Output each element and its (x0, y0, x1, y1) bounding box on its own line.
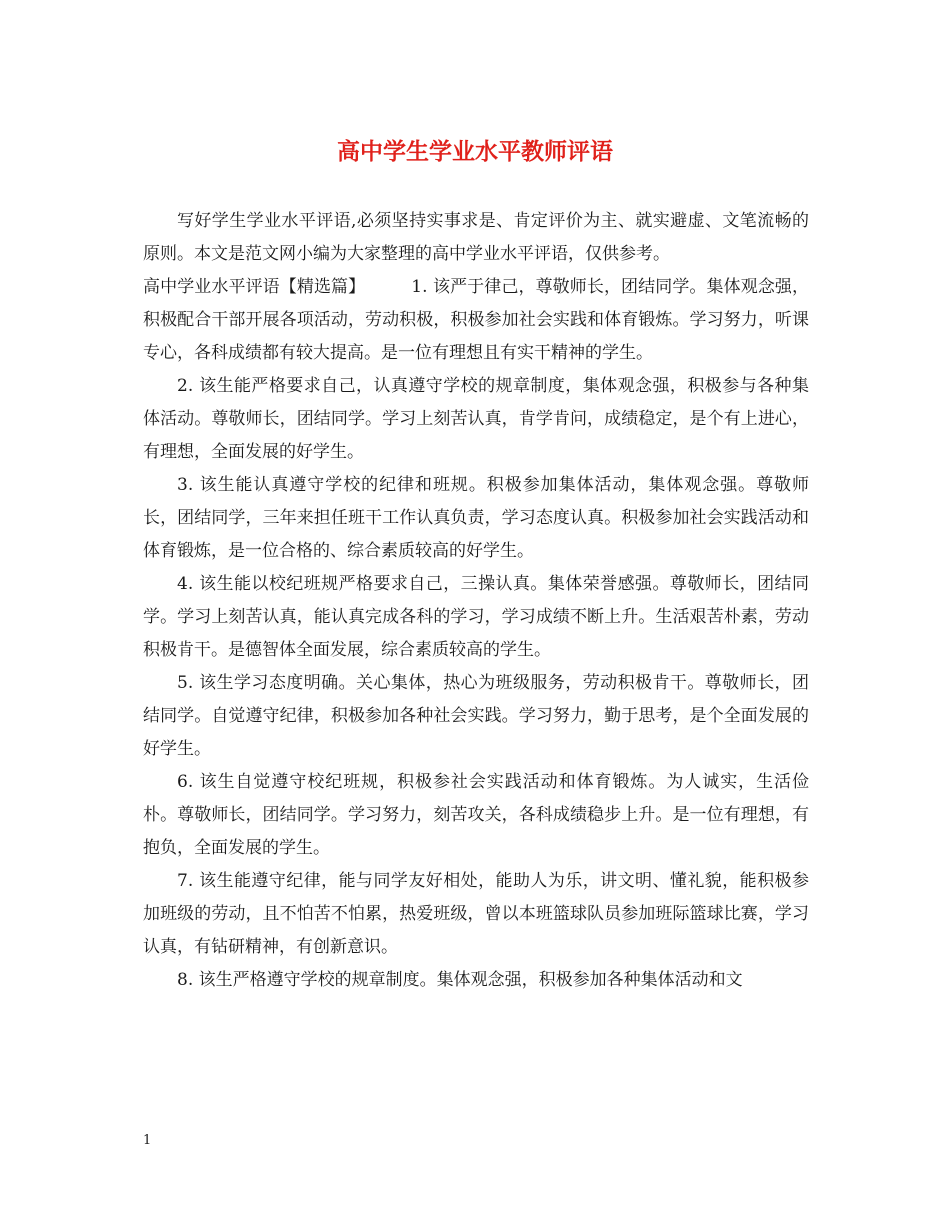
document-body (143, 205, 809, 997)
comment-item-7: 7. 该生能遵守纪律，能与同学友好相处，能助人为乐，讲文明、懂礼貌，能积极参加班级的劳动，且不怕苦不怕累，热爱班级，曾以本班篮球队员参加班际篮球比赛，学习认真，有钻研精神，有创新意识。 (143, 871, 809, 957)
page-number: 1 (143, 1133, 152, 1148)
comment-item-1: 1. 该严于律己，尊敬师长，团结同学。集体观念强，积极配合干部开展各项活动，劳动积极，积极参加社会实践和体育锻炼。学习努力，听课专心，各科成绩都有较大提高。是一位有理想且有实干精神的学生。 (143, 277, 810, 363)
comment-item-6: 6. 该生自觉遵守校纪班规，积极参社会实践活动和体育锻炼。为人诚实，生活俭朴。尊敬师长，团结同学。学习努力，刻苦攻关，各科成绩稳步上升。是一位有理想，有抱负，全面发展的学生。 (143, 772, 809, 858)
comment-item-8: 8. 该生严格遵守学校的规章制度。集体观念强，积极参加各种集体活动和文 (177, 970, 743, 990)
section-paragraph (143, 271, 809, 370)
intro-paragraph: 写好学生学业水平评语,必须坚持实事求是、肯定评价为主、就实避虚、文笔流畅的原则。本文是范文网小编为大家整理的高中学业水平评语，仅供参考。 (143, 211, 809, 264)
comment-item-2: 2. 该生能严格要求自己，认真遵守学校的规章制度，集体观念强，积极参与各种集体活动。尊敬师长，团结同学。学习上刻苦认真，肯学肯问，成绩稳定，是个有上进心，有理想，全面发展的好学生。 (143, 376, 809, 462)
comment-item-5: 5. 该生学习态度明确。关心集体，热心为班级服务，劳动积极肯干。尊敬师长，团结同学。自觉遵守纪律，积极参加各种社会实践。学习努力，勤于思考，是个全面发展的好学生。 (143, 673, 809, 759)
comment-item-4: 4. 该生能以校纪班规严格要求自己，三操认真。集体荣誉感强。尊敬师长，团结同学。学习上刻苦认真，能认真完成各科的学习，学习成绩不断上升。生活艰苦朴素，劳动积极肯干。是德智体全面发展，综合素质较高的学生。 (143, 574, 809, 660)
comment-item-3: 3. 该生能认真遵守学校的纪律和班规。积极参加集体活动，集体观念强。尊敬师长，团结同学，三年来担任班干工作认真负责，学习态度认真。积极参加社会实践活动和体育锻炼，是一位合格的、综合素质较高的好学生。 (143, 475, 809, 561)
document-title: 高中学生学业水平教师评语 (337, 138, 613, 165)
section-heading: 高中学业水平评语【精选篇】 (143, 277, 366, 297)
